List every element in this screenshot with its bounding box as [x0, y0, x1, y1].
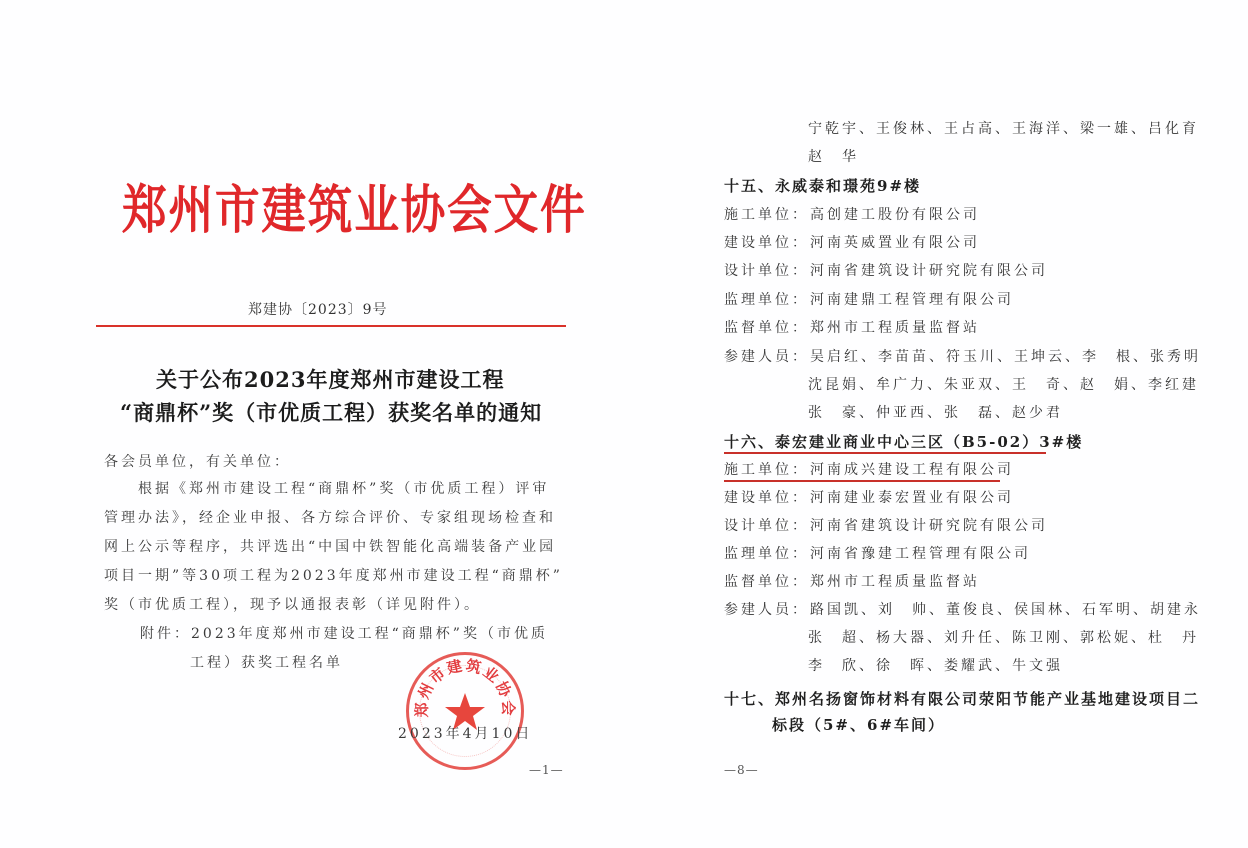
row-value: 河南省建筑设计研究院有限公司 [810, 263, 1048, 279]
row-label: 施工单位： [724, 207, 809, 223]
participants-row [724, 599, 1201, 619]
highlight-underline [724, 452, 1046, 454]
section-heading-16: 十六、泰宏建业商业中心三区（B5-02）3#楼 [724, 433, 1084, 451]
seal-star-icon [409, 655, 521, 767]
participants-line: 张 超、杨大器、刘升任、陈卫刚、郭松妮、杜 丹 [808, 630, 1199, 646]
page-number: —8— [724, 763, 759, 777]
document-number: 郑建协〔2023〕9号 [248, 302, 388, 318]
row-label: 设计单位： [724, 518, 809, 534]
masthead-title: 郑州市建筑业协会文件 [122, 180, 587, 241]
participants-line: 李 欣、徐 晖、娄耀武、牛文强 [808, 658, 1063, 674]
info-row [724, 543, 1031, 563]
participants-row [724, 346, 1201, 366]
participants-line: 张 豪、仲亚西、张 磊、赵少君 [808, 405, 1063, 421]
info-row-highlighted [724, 459, 1014, 479]
participants-line: 路国凯、刘 帅、董俊良、侯国林、石军明、胡建永 [810, 602, 1201, 618]
official-seal-icon [406, 652, 524, 770]
row-label: 监理单位： [724, 546, 809, 562]
row-label: 设计单位： [724, 263, 809, 279]
row-value: 河南建鼎工程管理有限公司 [810, 292, 1014, 308]
row-value: 河南建业泰宏置业有限公司 [810, 490, 1014, 506]
attachment-line-1: 附件：2023年度郑州市建设工程“商鼎杯”奖（市优质 [140, 626, 548, 642]
row-value: 河南英威置业有限公司 [810, 235, 980, 251]
info-row [724, 515, 1048, 535]
body-line: 根据《郑州市建设工程“商鼎杯”奖（市优质工程）评审 [104, 481, 550, 497]
info-row [724, 289, 1014, 309]
info-row [724, 260, 1048, 280]
participants-line: 吴启红、李苗苗、符玉川、王坤云、李 根、张秀明 [810, 349, 1201, 365]
row-label: 施工单位： [724, 462, 809, 478]
body-line: 项目一期”等30项工程为2023年度郑州市建设工程“商鼎杯” [104, 568, 563, 584]
section-heading-15: 十五、永威泰和璟苑9#楼 [724, 177, 922, 195]
info-row [724, 204, 980, 224]
info-row [724, 487, 1014, 507]
participants-continuation: 赵 华 [808, 149, 859, 165]
row-label: 建设单位： [724, 490, 809, 506]
row-value: 河南成兴建设工程有限公司 [810, 462, 1014, 478]
participants-continuation: 宁乾宇、王俊林、王占高、王海洋、梁一雄、吕化育 [808, 121, 1199, 137]
notice-title-line-2: “商鼎杯”奖（市优质工程）获奖名单的通知 [120, 400, 543, 425]
row-value: 郑州市工程质量监督站 [810, 320, 980, 336]
row-value: 高创建工股份有限公司 [810, 207, 980, 223]
info-row [724, 317, 980, 337]
section-heading-17-cont: 标段（5#、6#车间） [772, 716, 946, 734]
page-number: —1— [529, 763, 564, 777]
info-row [724, 571, 980, 591]
row-label: 监理单位： [724, 292, 809, 308]
body-line: 奖（市优质工程），现予以通报表彰（详见附件）。 [104, 597, 481, 613]
highlight-underline [724, 480, 1000, 482]
body-line: 网上公示等程序，共评选出“中国中铁智能化高端装备产业园 [104, 539, 557, 555]
row-label: 参建人员： [724, 602, 809, 618]
participants-line: 沈昆娟、牟广力、朱亚双、王 奇、赵 娟、李红建 [808, 377, 1199, 393]
row-label: 监督单位： [724, 574, 809, 590]
masthead-divider [96, 325, 566, 327]
notice-title-line-1: 关于公布2023年度郑州市建设工程 [156, 367, 505, 392]
svg-text:郑州市建筑业协会: 郑州市建筑业协会 [412, 656, 518, 718]
row-label: 建设单位： [724, 235, 809, 251]
row-value: 河南省建筑设计研究院有限公司 [810, 518, 1048, 534]
body-line: 管理办法》，经企业申报、各方综合评价、专家组现场检查和 [104, 510, 556, 526]
row-value: 河南省豫建工程管理有限公司 [810, 546, 1031, 562]
issue-date: 2023年4月10日 [398, 726, 533, 742]
row-label: 监督单位： [724, 320, 809, 336]
attachment-line-2: 工程）获奖工程名单 [190, 655, 343, 671]
section-heading-17: 十七、郑州名扬窗饰材料有限公司荥阳节能产业基地建设项目二 [724, 690, 1201, 708]
row-value: 郑州市工程质量监督站 [810, 574, 980, 590]
row-label: 参建人员： [724, 349, 809, 365]
info-row [724, 232, 980, 252]
salutation: 各会员单位，有关单位： [104, 454, 291, 470]
